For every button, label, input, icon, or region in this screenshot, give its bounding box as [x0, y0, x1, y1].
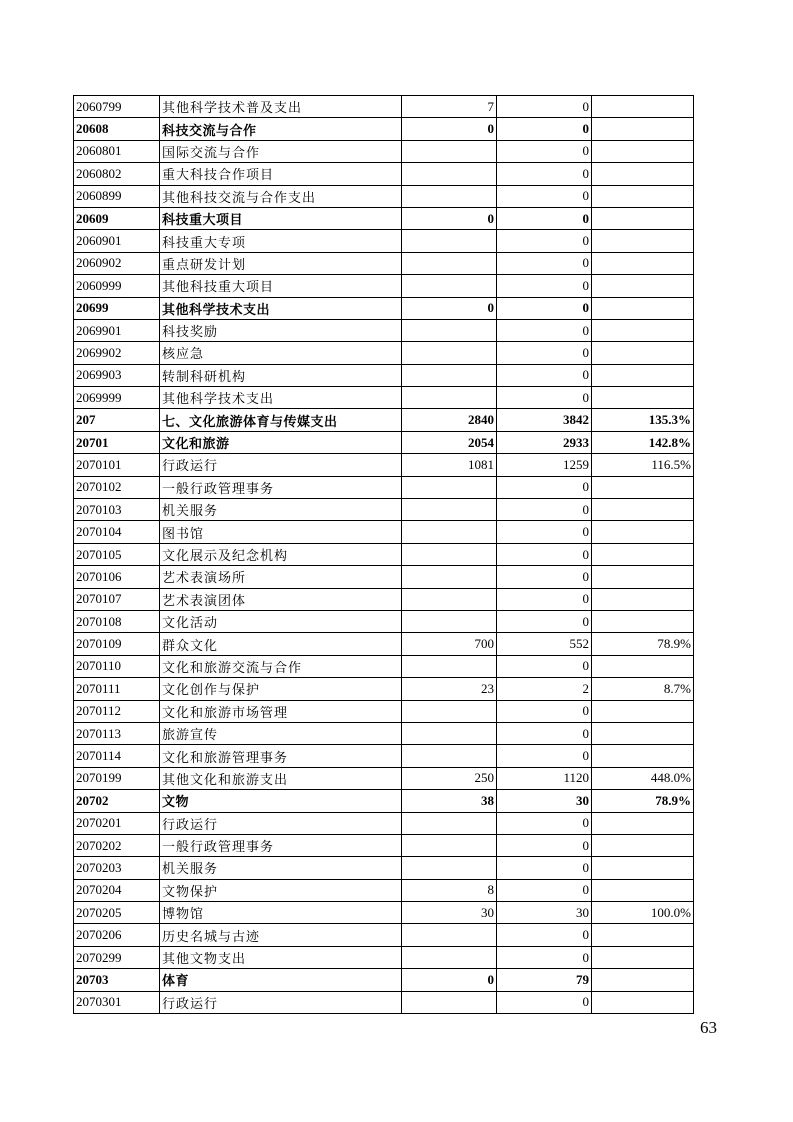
budget-code-cell: 2070205 — [74, 902, 160, 924]
percent-cell — [592, 655, 694, 677]
table-row — [74, 790, 694, 812]
table-row — [74, 902, 694, 924]
item-name-cell: 机关服务 — [160, 857, 402, 879]
item-name-cell: 旅游宣传 — [160, 722, 402, 744]
percent-cell — [592, 722, 694, 744]
amount-cell: 0 — [497, 745, 592, 767]
item-name-cell: 艺术表演场所 — [160, 566, 402, 588]
amount-cell — [402, 476, 497, 498]
amount-cell — [402, 319, 497, 341]
amount-cell: 0 — [497, 387, 592, 409]
item-name-cell: 文化活动 — [160, 610, 402, 632]
percent-cell: 8.7% — [592, 678, 694, 700]
item-name-cell: 其他科技交流与合作支出 — [160, 185, 402, 207]
table-row — [74, 140, 694, 162]
table-row — [74, 521, 694, 543]
percent-cell — [592, 163, 694, 185]
budget-code-cell: 2070114 — [74, 745, 160, 767]
budget-code-cell: 2060999 — [74, 275, 160, 297]
percent-cell — [592, 588, 694, 610]
percent-cell — [592, 834, 694, 856]
percent-cell: 78.9% — [592, 633, 694, 655]
percent-cell — [592, 745, 694, 767]
percent-cell — [592, 610, 694, 632]
item-name-cell: 文化创作与保护 — [160, 678, 402, 700]
table-row — [74, 163, 694, 185]
item-name-cell: 艺术表演团体 — [160, 588, 402, 610]
item-name-cell: 科技重大专项 — [160, 230, 402, 252]
amount-cell: 0 — [497, 879, 592, 901]
percent-cell — [592, 969, 694, 991]
table-row — [74, 610, 694, 632]
budget-code-cell: 2069902 — [74, 342, 160, 364]
percent-cell — [592, 230, 694, 252]
budget-code-cell: 2060799 — [74, 96, 160, 118]
amount-cell: 1259 — [497, 454, 592, 476]
amount-cell: 1120 — [497, 767, 592, 789]
item-name-cell: 七、文化旅游体育与传媒支出 — [160, 409, 402, 431]
amount-cell — [402, 812, 497, 834]
item-name-cell: 其他文化和旅游支出 — [160, 767, 402, 789]
budget-code-cell: 2070199 — [74, 767, 160, 789]
percent-cell — [592, 879, 694, 901]
table-row — [74, 499, 694, 521]
table-row — [74, 678, 694, 700]
amount-cell: 2933 — [497, 431, 592, 453]
table-row — [74, 230, 694, 252]
percent-cell — [592, 924, 694, 946]
table-row — [74, 476, 694, 498]
percent-cell — [592, 991, 694, 1013]
amount-cell — [402, 745, 497, 767]
item-name-cell: 重大科技合作项目 — [160, 163, 402, 185]
amount-cell: 700 — [402, 633, 497, 655]
amount-cell: 0 — [497, 499, 592, 521]
table-row — [74, 431, 694, 453]
budget-code-cell: 2070109 — [74, 633, 160, 655]
table-row — [74, 857, 694, 879]
item-name-cell: 体育 — [160, 969, 402, 991]
table-row — [74, 275, 694, 297]
budget-code-cell: 2070301 — [74, 991, 160, 1013]
table-row — [74, 924, 694, 946]
item-name-cell: 文化和旅游市场管理 — [160, 700, 402, 722]
amount-cell: 0 — [497, 476, 592, 498]
amount-cell — [402, 252, 497, 274]
percent-cell — [592, 543, 694, 565]
item-name-cell: 文化和旅游管理事务 — [160, 745, 402, 767]
page-number: 63 — [700, 1018, 717, 1037]
table-row — [74, 722, 694, 744]
budget-code-cell: 2069903 — [74, 364, 160, 386]
item-name-cell: 行政运行 — [160, 991, 402, 1013]
amount-cell: 0 — [497, 655, 592, 677]
amount-cell — [402, 991, 497, 1013]
percent-cell: 142.8% — [592, 431, 694, 453]
percent-cell: 135.3% — [592, 409, 694, 431]
item-name-cell: 其他科学技术支出 — [160, 297, 402, 319]
percent-cell — [592, 342, 694, 364]
amount-cell: 0 — [497, 163, 592, 185]
budget-code-cell: 2070102 — [74, 476, 160, 498]
amount-cell: 0 — [497, 275, 592, 297]
percent-cell — [592, 185, 694, 207]
budget-code-cell: 2070110 — [74, 655, 160, 677]
percent-cell — [592, 140, 694, 162]
table-row — [74, 991, 694, 1013]
amount-cell: 0 — [497, 364, 592, 386]
amount-cell: 0 — [497, 946, 592, 968]
amount-cell — [402, 857, 497, 879]
item-name-cell: 其他科学技术支出 — [160, 387, 402, 409]
budget-code-cell: 2070106 — [74, 566, 160, 588]
budget-code-cell: 2070204 — [74, 879, 160, 901]
item-name-cell: 文化和旅游 — [160, 431, 402, 453]
amount-cell: 250 — [402, 767, 497, 789]
budget-code-cell: 2070299 — [74, 946, 160, 968]
budget-code-cell: 2070206 — [74, 924, 160, 946]
percent-cell — [592, 275, 694, 297]
percent-cell — [592, 476, 694, 498]
table-row — [74, 252, 694, 274]
amount-cell: 8 — [402, 879, 497, 901]
item-name-cell: 文化和旅游交流与合作 — [160, 655, 402, 677]
percent-cell — [592, 946, 694, 968]
amount-cell — [402, 722, 497, 744]
item-name-cell: 文物 — [160, 790, 402, 812]
amount-cell: 0 — [497, 118, 592, 140]
amount-cell — [402, 588, 497, 610]
item-name-cell: 其他科学技术普及支出 — [160, 96, 402, 118]
budget-code-cell: 2060801 — [74, 140, 160, 162]
percent-cell — [592, 812, 694, 834]
table-row — [74, 588, 694, 610]
amount-cell — [402, 521, 497, 543]
budget-code-cell: 20699 — [74, 297, 160, 319]
percent-cell — [592, 364, 694, 386]
amount-cell — [402, 834, 497, 856]
item-name-cell: 核应急 — [160, 342, 402, 364]
amount-cell: 552 — [497, 633, 592, 655]
amount-cell — [402, 610, 497, 632]
percent-cell — [592, 297, 694, 319]
table-row — [74, 655, 694, 677]
amount-cell — [402, 185, 497, 207]
budget-code-cell: 2070104 — [74, 521, 160, 543]
item-name-cell: 其他文物支出 — [160, 946, 402, 968]
budget-code-cell: 2070105 — [74, 543, 160, 565]
item-name-cell: 转制科研机构 — [160, 364, 402, 386]
percent-cell: 116.5% — [592, 454, 694, 476]
item-name-cell: 行政运行 — [160, 812, 402, 834]
amount-cell: 0 — [497, 722, 592, 744]
table-row — [74, 185, 694, 207]
item-name-cell: 博物馆 — [160, 902, 402, 924]
amount-cell: 30 — [497, 902, 592, 924]
table-row — [74, 879, 694, 901]
amount-cell: 7 — [402, 96, 497, 118]
item-name-cell: 群众文化 — [160, 633, 402, 655]
amount-cell: 0 — [497, 834, 592, 856]
percent-cell — [592, 387, 694, 409]
amount-cell: 0 — [497, 588, 592, 610]
amount-cell: 0 — [497, 610, 592, 632]
table-row — [74, 96, 694, 118]
amount-cell: 0 — [497, 857, 592, 879]
budget-code-cell: 2060901 — [74, 230, 160, 252]
budget-code-cell: 20703 — [74, 969, 160, 991]
amount-cell: 0 — [497, 96, 592, 118]
item-name-cell: 文化展示及纪念机构 — [160, 543, 402, 565]
amount-cell: 79 — [497, 969, 592, 991]
budget-code-cell: 2070203 — [74, 857, 160, 879]
budget-code-cell: 2070113 — [74, 722, 160, 744]
amount-cell: 2 — [497, 678, 592, 700]
table-row — [74, 118, 694, 140]
amount-cell — [402, 700, 497, 722]
table-row — [74, 834, 694, 856]
percent-cell — [592, 118, 694, 140]
budget-code-cell: 20702 — [74, 790, 160, 812]
percent-cell — [592, 499, 694, 521]
item-name-cell: 一般行政管理事务 — [160, 834, 402, 856]
amount-cell: 0 — [497, 543, 592, 565]
budget-code-cell: 2070108 — [74, 610, 160, 632]
percent-cell — [592, 857, 694, 879]
percent-cell: 448.0% — [592, 767, 694, 789]
item-name-cell: 历史名城与古迹 — [160, 924, 402, 946]
amount-cell: 0 — [497, 230, 592, 252]
item-name-cell: 文物保护 — [160, 879, 402, 901]
table-row — [74, 454, 694, 476]
amount-cell — [402, 342, 497, 364]
table-row — [74, 633, 694, 655]
table-row — [74, 319, 694, 341]
budget-code-cell: 2060802 — [74, 163, 160, 185]
amount-cell: 0 — [497, 812, 592, 834]
item-name-cell: 一般行政管理事务 — [160, 476, 402, 498]
amount-cell: 0 — [497, 140, 592, 162]
amount-cell: 0 — [497, 342, 592, 364]
table-row — [74, 969, 694, 991]
amount-cell: 0 — [497, 185, 592, 207]
item-name-cell: 行政运行 — [160, 454, 402, 476]
budget-code-cell: 2060899 — [74, 185, 160, 207]
item-name-cell: 科技交流与合作 — [160, 118, 402, 140]
budget-code-cell: 20609 — [74, 207, 160, 229]
budget-code-cell: 20701 — [74, 431, 160, 453]
budget-code-cell: 20608 — [74, 118, 160, 140]
item-name-cell: 科技奖励 — [160, 319, 402, 341]
percent-cell: 100.0% — [592, 902, 694, 924]
amount-cell: 3842 — [497, 409, 592, 431]
table-row — [74, 409, 694, 431]
table-row — [74, 297, 694, 319]
item-name-cell: 重点研发计划 — [160, 252, 402, 274]
amount-cell: 0 — [497, 297, 592, 319]
amount-cell — [402, 924, 497, 946]
amount-cell: 38 — [402, 790, 497, 812]
amount-cell — [402, 140, 497, 162]
table-row — [74, 364, 694, 386]
budget-code-cell: 2070101 — [74, 454, 160, 476]
table-row — [74, 767, 694, 789]
table-row — [74, 566, 694, 588]
amount-cell: 0 — [497, 566, 592, 588]
budget-code-cell: 2070103 — [74, 499, 160, 521]
amount-cell: 0 — [497, 521, 592, 543]
item-name-cell: 科技重大项目 — [160, 207, 402, 229]
amount-cell: 30 — [402, 902, 497, 924]
item-name-cell: 国际交流与合作 — [160, 140, 402, 162]
table-row — [74, 745, 694, 767]
amount-cell — [402, 387, 497, 409]
budget-code-cell: 2069901 — [74, 319, 160, 341]
amount-cell — [402, 543, 497, 565]
amount-cell: 0 — [497, 319, 592, 341]
amount-cell — [402, 163, 497, 185]
item-name-cell: 其他科技重大项目 — [160, 275, 402, 297]
amount-cell — [402, 275, 497, 297]
table-row — [74, 700, 694, 722]
amount-cell — [402, 499, 497, 521]
table-row — [74, 207, 694, 229]
budget-code-cell: 2060902 — [74, 252, 160, 274]
budget-code-cell: 2070112 — [74, 700, 160, 722]
amount-cell — [402, 364, 497, 386]
table-row — [74, 946, 694, 968]
budget-code-cell: 2070111 — [74, 678, 160, 700]
budget-code-cell: 2070201 — [74, 812, 160, 834]
budget-code-cell: 2070202 — [74, 834, 160, 856]
amount-cell: 0 — [402, 118, 497, 140]
amount-cell: 0 — [402, 297, 497, 319]
amount-cell: 0 — [497, 700, 592, 722]
amount-cell — [402, 566, 497, 588]
budget-code-cell: 2069999 — [74, 387, 160, 409]
amount-cell: 0 — [402, 969, 497, 991]
percent-cell — [592, 96, 694, 118]
table-row — [74, 543, 694, 565]
percent-cell — [592, 207, 694, 229]
item-name-cell: 机关服务 — [160, 499, 402, 521]
item-name-cell: 图书馆 — [160, 521, 402, 543]
amount-cell: 1081 — [402, 454, 497, 476]
amount-cell: 0 — [497, 924, 592, 946]
budget-table-body — [74, 96, 694, 1014]
percent-cell — [592, 521, 694, 543]
table-row — [74, 342, 694, 364]
amount-cell: 0 — [497, 252, 592, 274]
amount-cell: 2054 — [402, 431, 497, 453]
amount-cell: 30 — [497, 790, 592, 812]
amount-cell — [402, 655, 497, 677]
budget-code-cell: 2070107 — [74, 588, 160, 610]
table-row — [74, 387, 694, 409]
amount-cell — [402, 946, 497, 968]
percent-cell — [592, 319, 694, 341]
percent-cell — [592, 566, 694, 588]
amount-cell: 23 — [402, 678, 497, 700]
amount-cell: 0 — [497, 991, 592, 1013]
budget-table — [73, 95, 694, 1014]
percent-cell: 78.9% — [592, 790, 694, 812]
percent-cell — [592, 252, 694, 274]
amount-cell: 2840 — [402, 409, 497, 431]
budget-code-cell: 207 — [74, 409, 160, 431]
amount-cell: 0 — [497, 207, 592, 229]
amount-cell — [402, 230, 497, 252]
percent-cell — [592, 700, 694, 722]
table-row — [74, 812, 694, 834]
amount-cell: 0 — [402, 207, 497, 229]
